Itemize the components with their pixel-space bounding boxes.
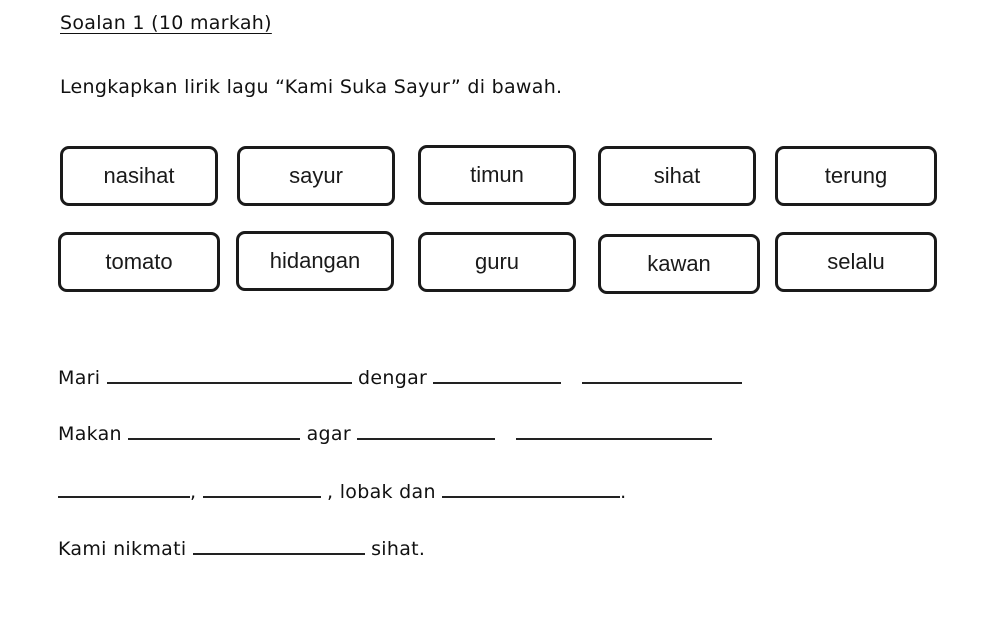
lyric-word: Mari <box>58 367 101 389</box>
answer-blank[interactable] <box>433 364 561 384</box>
word-box-selalu: selalu <box>775 232 937 292</box>
lyric-word: , lobak dan <box>327 481 436 503</box>
instruction-text: Lengkapkan lirik lagu “Kami Suka Sayur” di bawah. <box>60 76 563 98</box>
answer-blank[interactable] <box>357 420 495 440</box>
lyric-line-2 <box>58 420 712 445</box>
word-box-kawan: kawan <box>598 234 760 294</box>
word-box-hidangan: hidangan <box>236 231 394 291</box>
word-box-terung: terung <box>775 146 937 206</box>
lyric-word: agar <box>306 423 351 445</box>
lyric-word: dengar <box>358 367 428 389</box>
lyric-line-1 <box>58 364 742 389</box>
comma: , <box>190 481 197 503</box>
lyric-word: Kami nikmati <box>58 538 187 560</box>
answer-blank[interactable] <box>128 420 300 440</box>
lyric-word: Makan <box>58 423 122 445</box>
lyric-word: sihat. <box>371 538 426 560</box>
answer-blank[interactable] <box>442 478 620 498</box>
word-box-sihat: sihat <box>598 146 756 206</box>
word-box-sayur: sayur <box>237 146 395 206</box>
word-box-guru: guru <box>418 232 576 292</box>
answer-blank[interactable] <box>582 364 742 384</box>
answer-blank[interactable] <box>193 535 365 555</box>
word-box-nasihat: nasihat <box>60 146 218 206</box>
question-title: Soalan 1 (10 markah) <box>60 12 272 34</box>
answer-blank[interactable] <box>58 478 190 498</box>
answer-blank[interactable] <box>107 364 352 384</box>
lyric-line-3 <box>58 478 627 503</box>
word-box-tomato: tomato <box>58 232 220 292</box>
full-stop: . <box>620 481 627 503</box>
lyric-line-4 <box>58 535 425 560</box>
answer-blank[interactable] <box>516 420 712 440</box>
word-box-timun: timun <box>418 145 576 205</box>
answer-blank[interactable] <box>203 478 321 498</box>
